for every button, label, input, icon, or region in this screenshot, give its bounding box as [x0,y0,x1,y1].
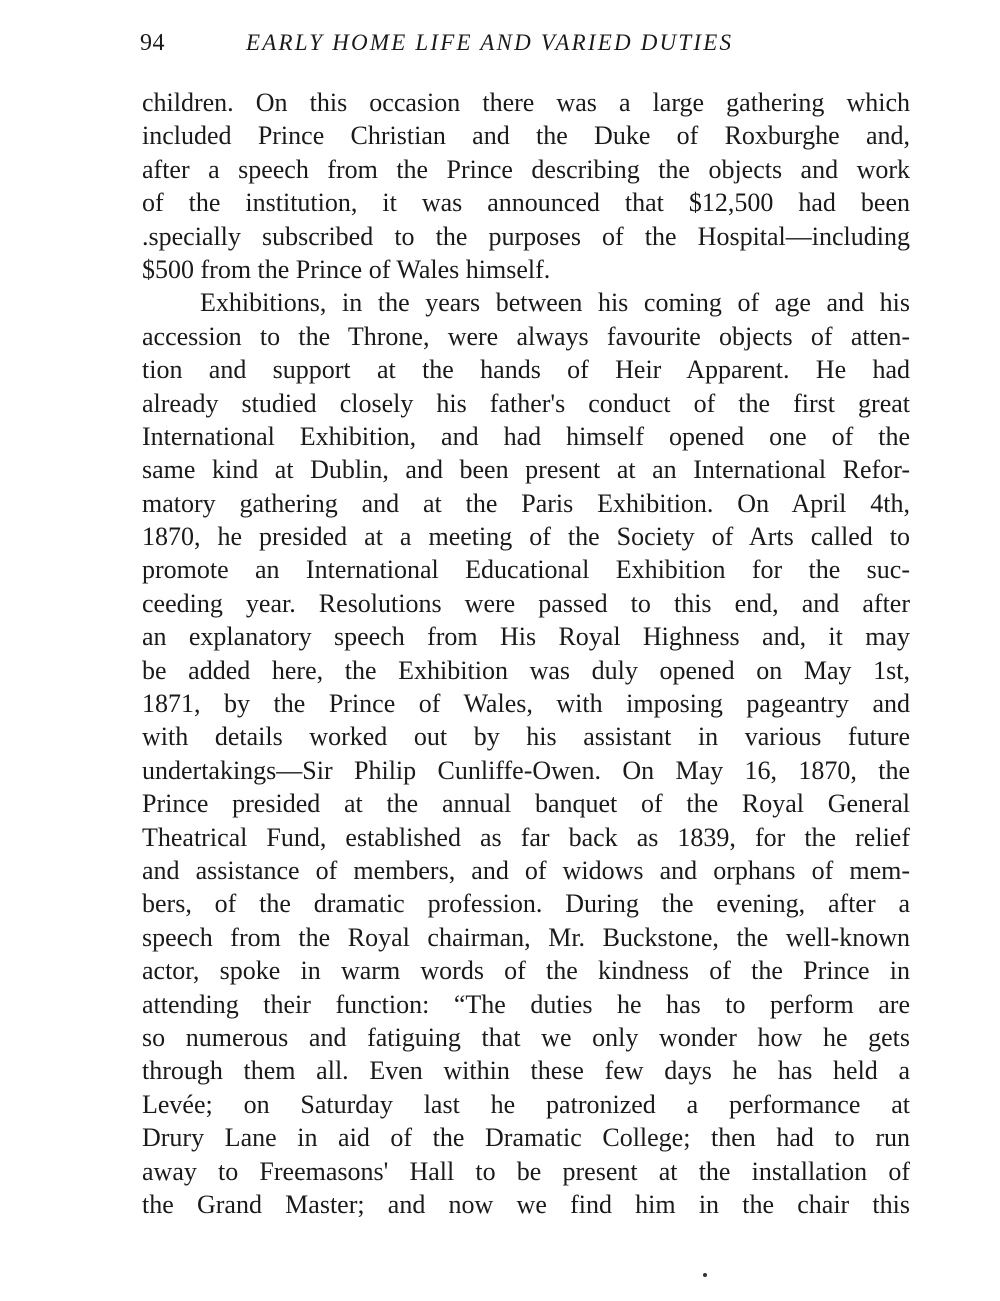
text-line: already studied closely his father's conduct of the first great [142,388,910,418]
text-line: included Prince Christian and the Duke of Roxburghe and, [142,121,910,151]
text-line: matory gathering and at the Paris Exhibition. On April 4th, [142,488,910,518]
text-line: speech from the Royal chairman, Mr. Buckstone, the well-known [142,922,910,952]
text-line: actor, spoke in warm words of the kindness of the Prince in [142,956,910,986]
ink-speck [703,1273,707,1277]
text-line: be added here, the Exhibition was duly opened on May 1st, [142,655,910,685]
text-line: and assistance of members, and of widows and orphans of mem- [142,855,910,885]
text-line: the Grand Master; and now we find him in the chair this [142,1189,910,1219]
text-line: same kind at Dublin, and been present at an International Refor- [142,455,910,485]
text-line: ceeding year. Resolutions were passed to this end, and after [142,588,910,618]
text-line: 1871, by the Prince of Wales, with imposing pageantry and [142,689,910,719]
text-line: accession to the Throne, were always favourite objects of atten- [142,321,910,351]
text-line: International Exhibition, and had himself opened one of the [142,421,910,451]
running-head: EARLY HOME LIFE AND VARIED DUTIES [246,30,734,55]
text-line: bers, of the dramatic profession. During the evening, after a [142,889,910,919]
text-line: Prince presided at the annual banquet of the Royal General [142,789,910,819]
text-line: so numerous and fatiguing that we only wonder how he gets [142,1022,910,1052]
body-text [142,86,910,1221]
text-line: 1870, he presided at a meeting of the Society of Arts called to [142,522,910,552]
text-line: of the institution, it was announced that $12,500 had been [142,188,910,218]
text-line: through them all. Even within these few days he has held a [142,1056,910,1086]
text-line: Theatrical Fund, established as far back as 1839, for the relief [142,822,910,852]
page-number: 94 [140,30,165,56]
text-line: tion and support at the hands of Heir Apparent. He had [142,355,910,385]
text-line: undertakings—Sir Philip Cunliffe-Owen. On May 16, 1870, the [142,755,910,785]
text-line: with details worked out by his assistant in various future [142,722,910,752]
paragraph-start-line: Exhibitions, in the years between his coming of age and his [200,288,910,318]
text-line: promote an International Educational Exhibition for the suc- [142,555,910,585]
text-line: children. On this occasion there was a large gathering which [142,88,910,117]
text-line: an explanatory speech from His Royal Highness and, it may [142,622,910,652]
text-line: after a speech from the Prince describing the objects and work [142,154,910,184]
text-line: away to Freemasons' Hall to be present at the installation of [142,1156,910,1186]
text-line: .specially subscribed to the purposes of the Hospital—including [142,221,910,251]
text-line: $500 from the Prince of Wales himself. [142,254,551,284]
text-line: attending their function: “The duties he has to perform are [142,989,910,1019]
text-line: Levée; on Saturday last he patronized a performance at [142,1089,910,1119]
text-line: Drury Lane in aid of the Dramatic College; then had to run [142,1123,910,1153]
page-header [140,30,910,62]
